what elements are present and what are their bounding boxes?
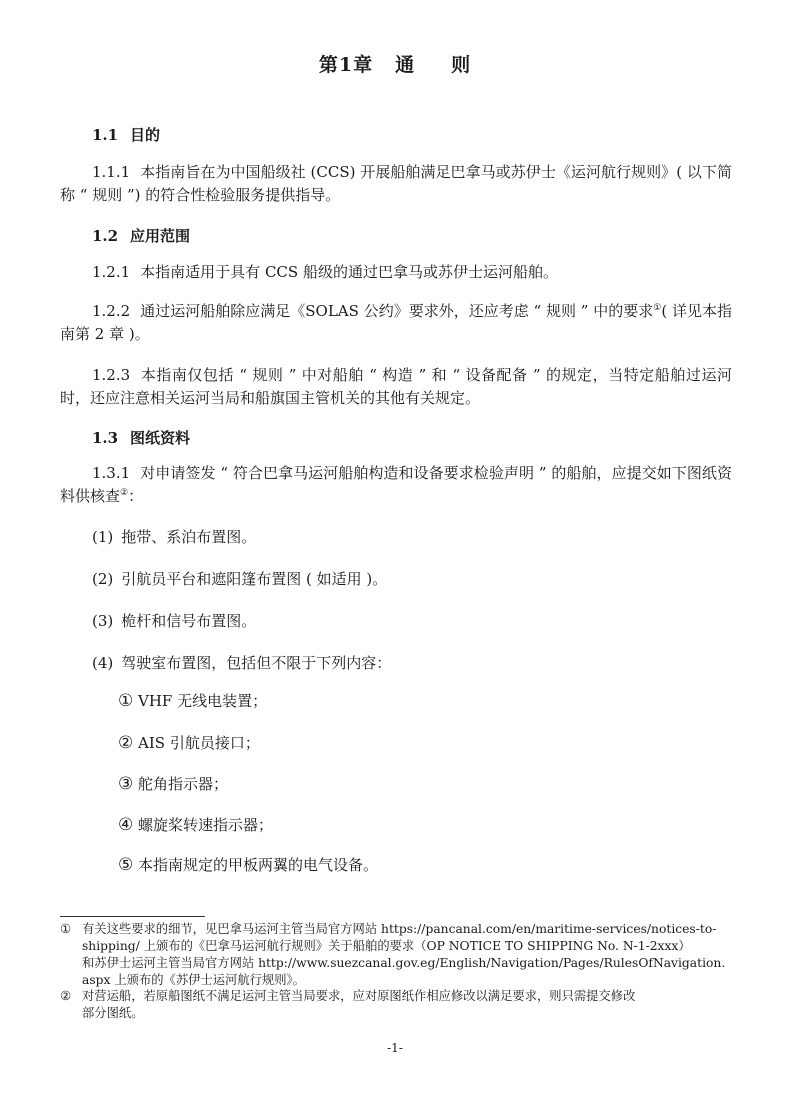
- paragraph-number: 1.2.2: [92, 302, 131, 320]
- sub-list-item-number: ②: [118, 733, 134, 753]
- section-heading-1-3: [92, 427, 190, 448]
- sub-list-item: [118, 690, 267, 711]
- footnote-1: [60, 921, 735, 989]
- footnote-separator: [60, 916, 205, 917]
- list-item-number: (4): [92, 654, 114, 672]
- sub-list-item: [118, 814, 273, 835]
- sub-list-item-number: ①: [118, 691, 134, 711]
- paragraph-text: 通过运河船舶除应满足《SOLAS 公约》要求外，还应考虑 “ 规则 ” 中的要求: [140, 302, 654, 320]
- chapter-title-word-2: 则: [451, 54, 472, 76]
- footnote-text-line: aspx 上颁布的《苏伊士运河航行规则》。: [82, 973, 305, 987]
- list-item: [92, 652, 391, 673]
- footnote-text-line: 有关这些要求的细节，见巴拿马运河主管当局官方网站 https://pancanal.com/en/maritime-services/notices-to-: [82, 922, 717, 936]
- paragraph-1-2-3: [60, 364, 732, 410]
- footnote-text-line: 部分图纸。: [82, 1006, 144, 1020]
- chapter-prefix: 第: [318, 54, 339, 76]
- sub-list-item-text: 舵角指示器；: [133, 775, 229, 793]
- sub-list-item: [118, 773, 228, 794]
- paragraph-1-3-1: [60, 462, 732, 508]
- list-item: [92, 526, 256, 547]
- sub-list-item: [118, 854, 378, 875]
- paragraph-number: 1.2.3: [92, 366, 131, 384]
- section-number: 1.3: [92, 429, 119, 447]
- sub-list-item-number: ④: [118, 815, 134, 835]
- list-item-text: 引航员平台和遮阳篷布置图 ( 如适用 )。: [121, 570, 388, 588]
- footnote-ref-1[interactable]: ①: [653, 303, 662, 313]
- section-title: 应用范围: [130, 227, 191, 245]
- list-item-text: 拖带、系泊布置图。: [121, 528, 257, 546]
- footnote-number: ①: [60, 922, 72, 936]
- chapter-title-word-1: 通: [395, 54, 416, 76]
- sub-list-item: [118, 732, 260, 753]
- section-number: 1.1: [92, 126, 119, 144]
- paragraph-text-cont: ( 详见本指南第 2 章 )。: [60, 302, 732, 343]
- paragraph-1-2-1: [60, 261, 732, 284]
- paragraph-number: 1.3.1: [92, 464, 131, 482]
- footnote-2: [60, 988, 735, 1022]
- paragraph-text: 本指南仅包括 “ 规则 ” 中对船舶 “ 构造 ” 和 “ 设备配备 ” 的规定，当特定船舶过运河时，还应注意相关运河当局和船旗国主管机关的其他有关规定。: [60, 366, 732, 407]
- list-item-number: (3): [92, 612, 114, 630]
- paragraph-number: 1.2.1: [92, 263, 131, 281]
- page-number: -1-: [387, 1041, 403, 1055]
- list-item: [92, 568, 387, 589]
- footnote-number: ②: [60, 989, 72, 1003]
- paragraph-number: 1.1.1: [92, 163, 131, 181]
- sub-list-item-number: ③: [118, 774, 134, 794]
- footnote-text-line: 和苏伊士运河主管当局官方网站 http://www.suezcanal.gov.eg/English/Navigation/Pages/RulesOfNavigation.: [82, 956, 726, 970]
- chapter-suffix: 章: [353, 54, 374, 76]
- list-item-number: (2): [92, 570, 114, 588]
- sub-list-item-text: 螺旋桨转速指示器；: [133, 816, 274, 834]
- section-title: 目的: [130, 126, 161, 144]
- list-item: [92, 610, 256, 631]
- paragraph-text-cont: ：: [128, 487, 144, 505]
- paragraph-1-1-1: [60, 161, 732, 207]
- chapter-number: 1: [338, 54, 354, 76]
- list-item-number: (1): [92, 528, 114, 546]
- footnote-text-line: shipping/ 上颁布的《巴拿马运河航行规则》关于船舶的要求（OP NOTICE TO SHIPPING No. N-1-2xxx）: [82, 939, 691, 953]
- chapter-title: [0, 50, 790, 77]
- sub-list-item-text: VHF 无线电装置；: [133, 692, 268, 710]
- section-heading-1-1: [92, 124, 160, 145]
- sub-list-item-text: 本指南规定的甲板两翼的电气设备。: [133, 856, 379, 874]
- section-heading-1-2: [92, 225, 190, 246]
- paragraph-text: 本指南旨在为中国船级社 (CCS) 开展船舶满足巴拿马或苏伊士《运河航行规则》( 以下简称 “ 规则 ”) 的符合性检验服务提供指导。: [60, 163, 732, 204]
- footnote-text-line: 对营运船，若原船图纸不满足运河主管当局要求，应对原图纸作相应修改以满足要求，则只需提交修改: [82, 989, 636, 1003]
- section-title: 图纸资料: [130, 429, 191, 447]
- footnote-ref-2[interactable]: ②: [120, 488, 129, 498]
- sub-list-item-number: ⑤: [118, 855, 134, 875]
- list-item-text: 驾驶室布置图，包括但不限于下列内容：: [121, 654, 392, 672]
- paragraph-1-2-2: [60, 300, 732, 346]
- sub-list-item-text: AIS 引航员接口；: [133, 734, 260, 752]
- paragraph-text: 本指南适用于具有 CCS 船级的通过巴拿马或苏伊士运河船舶。: [140, 263, 558, 281]
- list-item-text: 桅杆和信号布置图。: [121, 612, 257, 630]
- section-number: 1.2: [92, 227, 119, 245]
- paragraph-text: 对申请签发 “ 符合巴拿马运河船舶构造和设备要求检验声明 ” 的船舶，应提交如下图纸资料供核查: [60, 464, 732, 505]
